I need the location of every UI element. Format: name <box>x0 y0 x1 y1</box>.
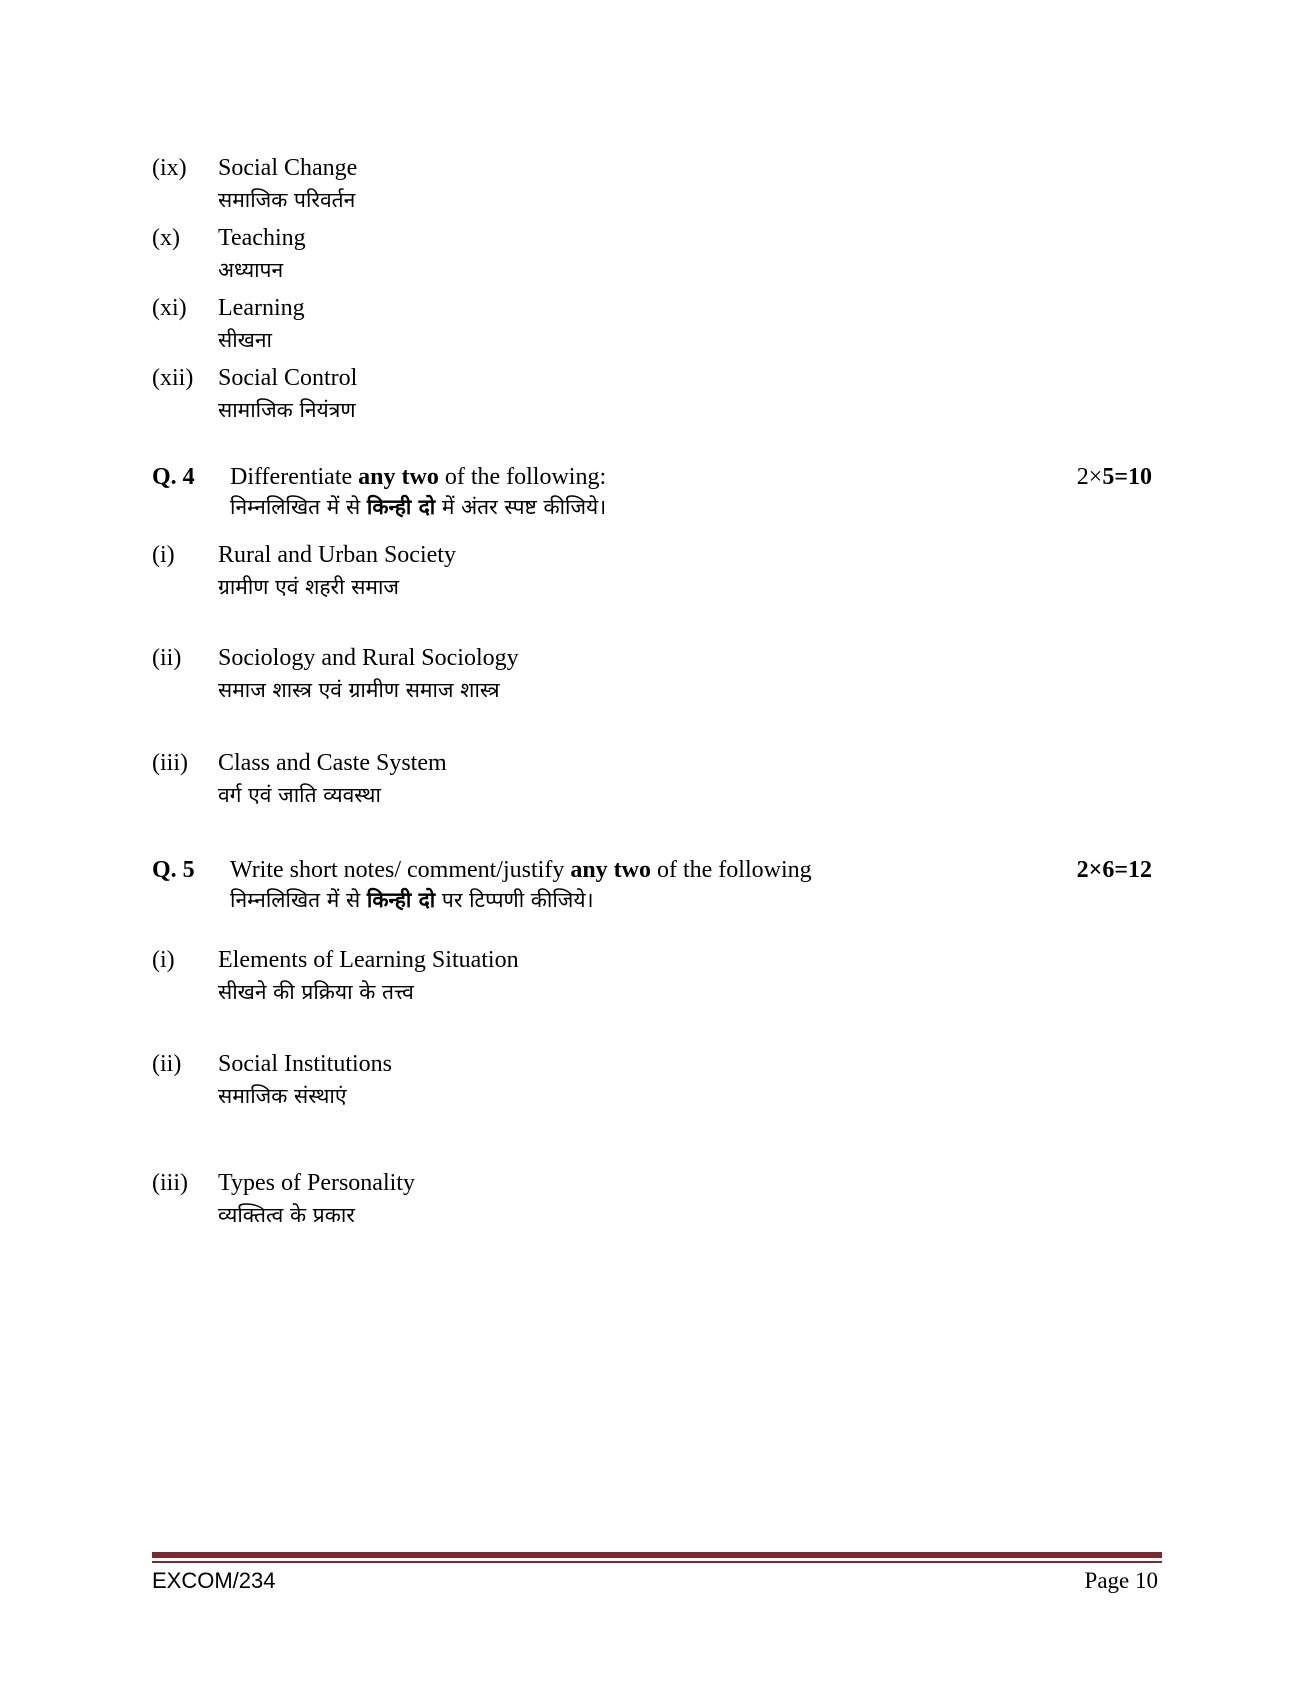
question-text-hindi <box>230 885 594 915</box>
question-hindi-part: निम्नलिखित में से <box>230 495 367 519</box>
item-number: (i) <box>152 947 175 973</box>
item-number: (xii) <box>152 365 194 391</box>
item-english: Teaching <box>218 225 306 251</box>
item-hindi: समाजिक परिवर्तन <box>218 188 356 212</box>
question-text-emphasis: any two <box>358 464 439 490</box>
footer-divider <box>152 1552 1162 1558</box>
marks-part: 2× <box>1076 464 1103 490</box>
item-hindi: समाजिक संस्थाएं <box>218 1084 347 1108</box>
item-english: Elements of Learning Situation <box>218 947 519 973</box>
item-english: Sociology and Rural Sociology <box>218 645 519 671</box>
question-hindi-emphasis: किन्ही दो <box>366 495 436 519</box>
item-number: (xi) <box>152 295 187 321</box>
question-text-part: of the following <box>650 857 812 883</box>
item-hindi: सामाजिक नियंत्रण <box>218 398 356 422</box>
item-number: (iii) <box>152 750 188 776</box>
item-number: (iii) <box>152 1170 188 1196</box>
question-text-emphasis: any two <box>570 857 651 883</box>
item-hindi: अध्यापन <box>218 258 284 282</box>
item-english: Social Institutions <box>218 1051 392 1077</box>
item-english: Types of Personality <box>218 1170 415 1196</box>
question-text-part: Write short notes/ comment/justify <box>230 857 571 883</box>
item-number: (ix) <box>152 155 187 181</box>
marks-emphasis: 5=10 <box>1102 464 1152 490</box>
item-number: (x) <box>152 225 180 251</box>
item-hindi: व्यक्तित्व के प्रकार <box>218 1203 355 1227</box>
item-english: Social Control <box>218 365 358 391</box>
question-marks: 2×6=12 <box>1076 857 1152 883</box>
question-hindi-part: निम्नलिखित में से <box>230 888 367 912</box>
item-english: Class and Caste System <box>218 750 447 776</box>
question-number: Q. 4 <box>152 464 195 490</box>
question-text-english <box>230 462 606 492</box>
footer-divider-thin <box>152 1561 1162 1563</box>
question-number: Q. 5 <box>152 857 195 883</box>
item-hindi: सीखने की प्रक्रिया के तत्त्व <box>218 980 414 1004</box>
question-hindi-emphasis: किन्ही दो <box>366 888 436 912</box>
footer-page-number: Page 10 <box>1084 1568 1158 1593</box>
question-text-english <box>230 855 812 885</box>
question-marks <box>1077 462 1152 492</box>
question-text-part: of the following: <box>438 464 607 490</box>
question-text-part: Differentiate <box>230 464 359 490</box>
item-hindi: सीखना <box>218 328 272 352</box>
item-hindi: समाज शास्त्र एवं ग्रामीण समाज शास्त्र <box>218 678 500 702</box>
item-english: Social Change <box>218 155 358 181</box>
footer-document-code: EXCOM/234 <box>152 1568 276 1593</box>
item-number: (i) <box>152 542 175 568</box>
item-hindi: वर्ग एवं जाति व्यवस्था <box>218 783 381 807</box>
question-hindi-part: पर टिप्पणी कीजिये। <box>435 888 594 912</box>
item-number: (ii) <box>152 1051 182 1077</box>
item-english: Learning <box>218 295 305 321</box>
item-hindi: ग्रामीण एवं शहरी समाज <box>218 575 400 599</box>
item-number: (ii) <box>152 645 182 671</box>
item-english: Rural and Urban Society <box>218 542 456 568</box>
question-text-hindi <box>230 492 606 522</box>
question-hindi-part: में अंतर स्पष्ट कीजिये। <box>435 495 607 519</box>
